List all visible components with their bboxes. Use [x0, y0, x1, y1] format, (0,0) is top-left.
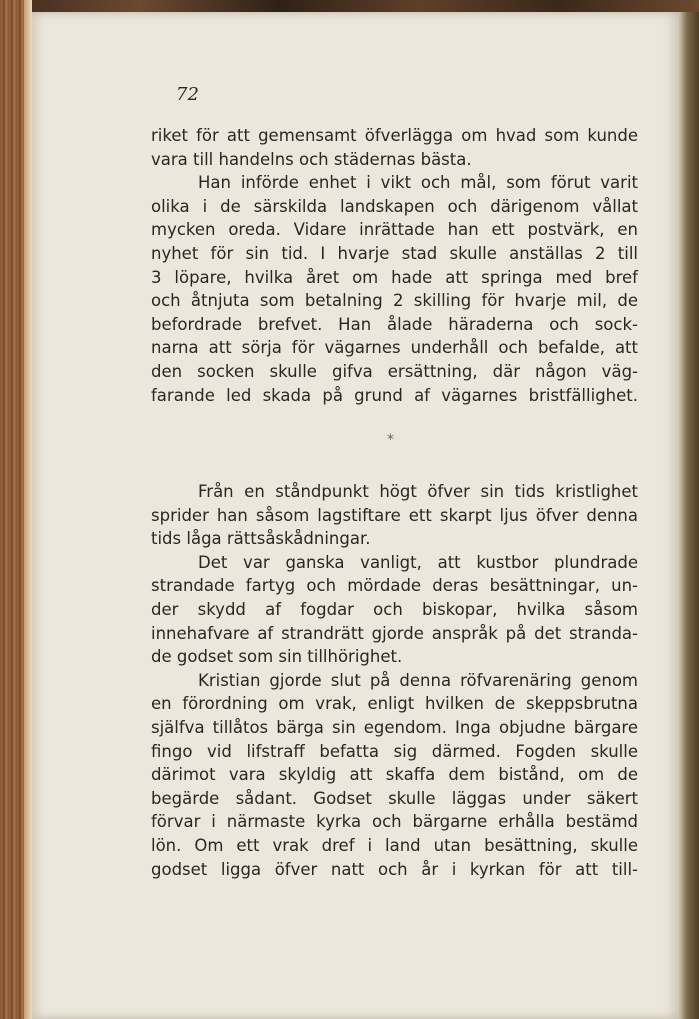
- text-line: godset ligga öfver natt och år i kyrkan för att till-: [151, 859, 638, 879]
- text-line: själfva tillåtos bärga sin egendom. Inga objudne bärgare: [151, 717, 638, 737]
- text-block-2: [151, 480, 638, 881]
- text-line: innehafvare af strandrätt gjorde anspråk på det stranda-: [151, 623, 638, 643]
- text-line: der skydd af fogdar och biskopar, hvilka såsom: [151, 599, 638, 619]
- text-line: Från en ståndpunkt högt öfver sin tids kristlighet: [198, 482, 638, 501]
- text-line: begärde sådant. Godset skulle läggas under säkert: [151, 788, 638, 808]
- page-number: 72: [176, 84, 199, 105]
- text-line: förvar i närmaste kyrka och bärgarne erhålla bestämd: [151, 812, 638, 832]
- text-line: Han införde enhet i vikt och mål, som förut varit: [198, 173, 638, 193]
- text-line: sprider han såsom lagstiftare ett skarpt ljus öfver denna: [151, 505, 638, 525]
- book-binding: [0, 0, 32, 1019]
- text-line: nyhet för sin tid. I hvarje stad skulle anställas 2 till: [151, 243, 638, 263]
- text-line: olika i de särskilda landskapen och därigenom vållat: [151, 196, 638, 216]
- text-line: de godset som sin tillhörighet.: [151, 647, 403, 667]
- text-line: och åtnjuta som betalning 2 skilling för hvarje mil, de: [151, 291, 638, 311]
- text-line: farande led skada på grund af vägarnes bristfällighet.: [151, 385, 638, 405]
- text-line: därimot vara skyldig att skaffa dem bistånd, om de: [151, 765, 638, 785]
- text-line: befordrade brefvet. Han ålade häraderna och sock-: [151, 314, 638, 334]
- text-line: strandade fartyg och mördade deras besättningar, un-: [151, 576, 638, 596]
- text-line: mycken oreda. Vidare inrättade han ett postvärk, en: [151, 220, 638, 240]
- text-line: 3 löpare, hvilka året om hade att springa med bref: [151, 267, 638, 287]
- text-line: riket för att gemensamt öfverlägga om hvad som kunde: [151, 126, 638, 145]
- text-line: Kristian gjorde slut på denna röfvarenäring genom: [198, 670, 638, 690]
- text-block-1: [151, 124, 638, 407]
- text-line: Det var ganska vanligt, att kustbor plundrade: [198, 552, 638, 572]
- text-line: fingo vid lifstraff befatta sig därmed. Fogden skulle: [151, 741, 638, 761]
- text-line: en förordning om vrak, enligt hvilken de skeppsbrutna: [151, 694, 638, 714]
- text-line: den socken skulle gifva ersättning, där någon väg-: [151, 361, 638, 381]
- text-line: vara till handelns och städernas bästa.: [151, 149, 472, 169]
- page-edge-shadow: [679, 12, 699, 1019]
- text-line: lön. Om ett vrak dref i land utan besättning, skulle: [151, 835, 638, 855]
- section-separator-asterisk: *: [387, 432, 394, 448]
- text-line: narna att sörja för vägarnes underhåll och befalde, att: [151, 338, 638, 358]
- text-line: tids låga rättsåskådningar.: [151, 529, 371, 549]
